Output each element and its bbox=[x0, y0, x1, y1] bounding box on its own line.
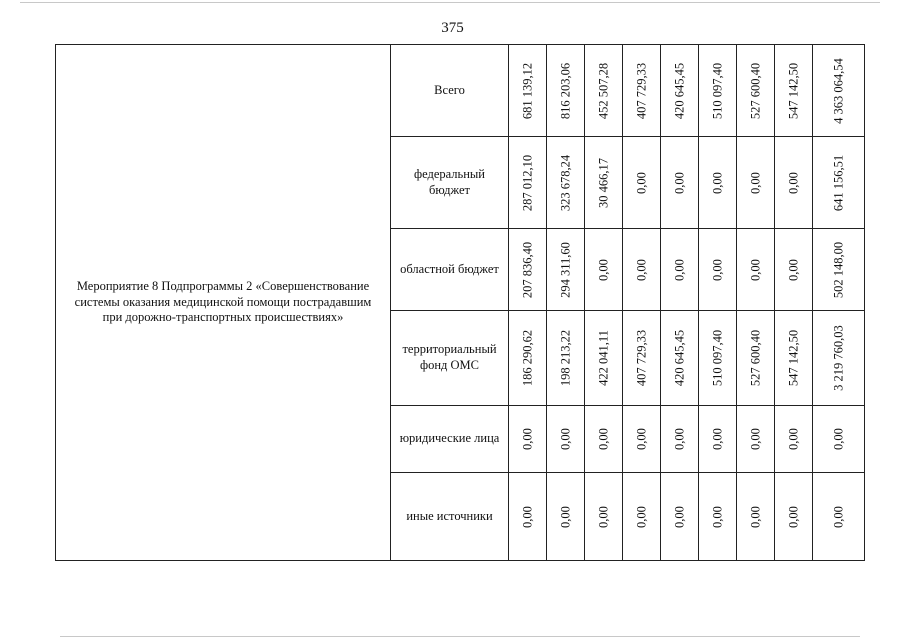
value-cell bbox=[509, 406, 547, 473]
value-text: 452 507,28 bbox=[596, 62, 610, 119]
value-text: 0,00 bbox=[558, 428, 572, 450]
value-cell bbox=[813, 45, 865, 137]
value-text: 502 148,00 bbox=[831, 241, 845, 298]
source-cell: областной бюджет bbox=[391, 229, 509, 311]
value-cell bbox=[813, 473, 865, 561]
value-text: 30 466,17 bbox=[596, 157, 610, 208]
value-text: 0,00 bbox=[748, 258, 762, 281]
value-cell bbox=[813, 406, 865, 473]
value-text: 0,00 bbox=[786, 258, 800, 281]
value-cell bbox=[661, 137, 699, 229]
value-cell bbox=[813, 311, 865, 406]
value-cell bbox=[661, 229, 699, 311]
value-cell bbox=[775, 311, 813, 406]
value-text: 420 645,45 bbox=[672, 62, 686, 119]
value-cell bbox=[623, 45, 661, 137]
value-cell bbox=[661, 473, 699, 561]
value-cell bbox=[775, 406, 813, 473]
page-number: 375 bbox=[441, 20, 464, 36]
value-text: 207 836,40 bbox=[520, 241, 534, 298]
value-cell bbox=[737, 311, 775, 406]
value-text: 0,00 bbox=[786, 505, 800, 528]
value-cell bbox=[509, 229, 547, 311]
value-text: 0,00 bbox=[710, 258, 724, 281]
value-text: 0,00 bbox=[672, 258, 686, 281]
value-text: 681 139,12 bbox=[520, 62, 534, 119]
value-text: 420 645,45 bbox=[672, 329, 686, 387]
budget-table bbox=[55, 44, 865, 561]
value-cell bbox=[585, 473, 623, 561]
value-text: 0,00 bbox=[634, 428, 648, 450]
value-text: 186 290,62 bbox=[520, 329, 534, 387]
value-cell bbox=[623, 406, 661, 473]
value-cell bbox=[699, 406, 737, 473]
value-text: 407 729,33 bbox=[634, 329, 648, 387]
value-cell bbox=[585, 45, 623, 137]
value-text: 0,00 bbox=[672, 428, 686, 450]
value-text: 0,00 bbox=[634, 505, 648, 528]
value-cell bbox=[813, 137, 865, 229]
bottom-edge-line bbox=[60, 636, 860, 637]
top-edge-line bbox=[20, 2, 880, 3]
value-cell bbox=[813, 229, 865, 311]
value-cell bbox=[737, 137, 775, 229]
value-text: 0,00 bbox=[520, 428, 534, 450]
value-text: 0,00 bbox=[786, 171, 800, 194]
value-text: 4 363 064,54 bbox=[831, 57, 845, 124]
source-cell: юридические лица bbox=[391, 406, 509, 473]
value-cell bbox=[623, 137, 661, 229]
value-text: 0,00 bbox=[831, 428, 845, 450]
value-cell bbox=[699, 473, 737, 561]
value-text: 0,00 bbox=[748, 505, 762, 528]
value-text: 422 041,11 bbox=[596, 330, 610, 386]
value-cell bbox=[547, 311, 585, 406]
value-text: 0,00 bbox=[786, 428, 800, 450]
value-text: 0,00 bbox=[672, 171, 686, 194]
value-text: 0,00 bbox=[748, 428, 762, 450]
value-cell bbox=[509, 45, 547, 137]
value-text: 816 203,06 bbox=[558, 62, 572, 119]
source-cell: Всего bbox=[391, 45, 509, 137]
value-cell bbox=[623, 473, 661, 561]
value-text: 0,00 bbox=[558, 505, 572, 528]
value-text: 0,00 bbox=[710, 505, 724, 528]
value-text: 0,00 bbox=[748, 171, 762, 194]
value-text: 510 097,40 bbox=[710, 62, 724, 119]
value-text: 287 012,10 bbox=[520, 154, 534, 211]
value-cell bbox=[547, 45, 585, 137]
value-text: 0,00 bbox=[520, 505, 534, 528]
value-cell bbox=[775, 137, 813, 229]
measure-cell: Мероприятие 8 Подпрограммы 2 «Совершенствование системы оказания медицинской помощи пострадавшим при дорожно-транспортных происшествиях» bbox=[56, 45, 391, 561]
value-text: 323 678,24 bbox=[558, 154, 572, 211]
value-cell bbox=[661, 406, 699, 473]
value-cell bbox=[737, 229, 775, 311]
value-cell bbox=[509, 311, 547, 406]
value-cell bbox=[775, 473, 813, 561]
value-cell bbox=[623, 229, 661, 311]
value-cell bbox=[737, 473, 775, 561]
source-cell: территориальный фонд ОМС bbox=[391, 311, 509, 406]
value-cell bbox=[547, 473, 585, 561]
value-text: 3 219 760,03 bbox=[831, 325, 845, 391]
value-text: 527 600,40 bbox=[748, 329, 762, 387]
value-text: 510 097,40 bbox=[710, 329, 724, 387]
source-cell: федеральный бюджет bbox=[391, 137, 509, 229]
value-text: 0,00 bbox=[710, 428, 724, 450]
value-text: 0,00 bbox=[831, 505, 845, 528]
value-cell bbox=[775, 45, 813, 137]
value-cell bbox=[737, 406, 775, 473]
value-cell bbox=[699, 45, 737, 137]
value-cell bbox=[585, 311, 623, 406]
value-cell bbox=[699, 137, 737, 229]
value-cell bbox=[585, 137, 623, 229]
value-cell bbox=[623, 311, 661, 406]
value-text: 198 213,22 bbox=[558, 329, 572, 387]
value-text: 0,00 bbox=[596, 428, 610, 450]
value-text: 0,00 bbox=[634, 258, 648, 281]
value-cell bbox=[699, 229, 737, 311]
value-text: 547 142,50 bbox=[786, 329, 800, 387]
value-cell bbox=[775, 229, 813, 311]
value-text: 294 311,60 bbox=[558, 241, 572, 298]
value-text: 641 156,51 bbox=[831, 154, 845, 211]
value-cell bbox=[661, 311, 699, 406]
value-cell bbox=[661, 45, 699, 137]
value-text: 0,00 bbox=[672, 505, 686, 528]
value-cell bbox=[509, 473, 547, 561]
value-cell bbox=[699, 311, 737, 406]
table-row bbox=[56, 45, 865, 137]
value-cell bbox=[547, 229, 585, 311]
value-cell bbox=[737, 45, 775, 137]
value-cell bbox=[585, 406, 623, 473]
value-text: 0,00 bbox=[596, 258, 610, 281]
value-cell bbox=[585, 229, 623, 311]
value-text: 0,00 bbox=[634, 171, 648, 194]
value-text: 547 142,50 bbox=[786, 62, 800, 119]
value-text: 407 729,33 bbox=[634, 62, 648, 119]
value-text: 0,00 bbox=[596, 505, 610, 528]
value-cell bbox=[509, 137, 547, 229]
source-cell: иные источники bbox=[391, 473, 509, 561]
value-cell bbox=[547, 406, 585, 473]
value-text: 527 600,40 bbox=[748, 62, 762, 119]
value-cell bbox=[547, 137, 585, 229]
value-text: 0,00 bbox=[710, 171, 724, 194]
